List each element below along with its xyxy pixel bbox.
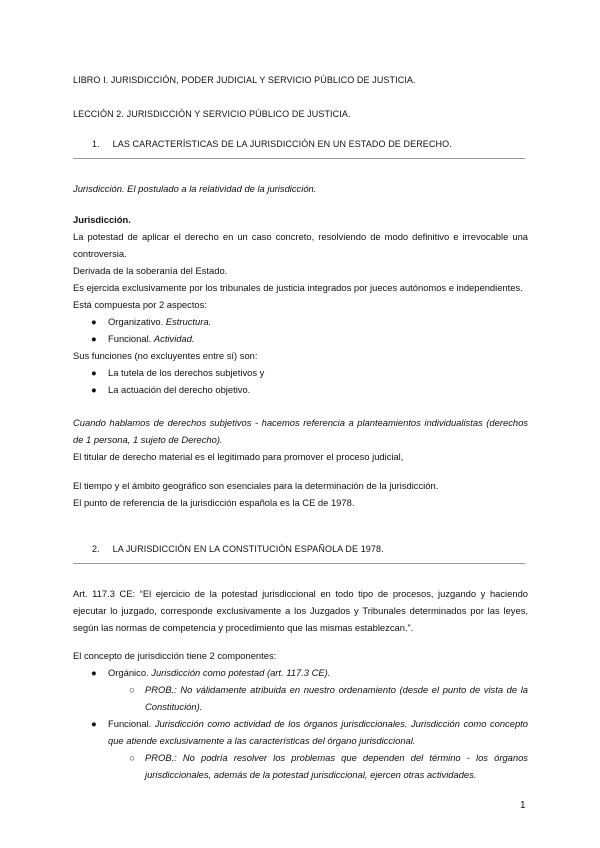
list-item: ● Funcional. Actividad.: [73, 330, 528, 347]
article-117-quote: Art. 117.3 CE: “El ejercicio de la potestad jurisdiccional en todo tipo de procesos, juzgando y haciendo ejecutar lo juzgado, corresponde exclusivamente a los Juzgados y Tribunales determinados por las leyes, según las normas de competencia y procedimiento que las mismas establezcan.”.: [73, 588, 528, 633]
functions-list: [73, 364, 528, 398]
section1-body: [73, 211, 528, 398]
funcional-item: ● Funcional. Jurisdicción como actividad de los órganos jurisdiccionales. Jurisdicción como concepto que atiende exclusivamente a las características del órgano jurisdiccional.: [73, 715, 528, 749]
section1-subtitle: Jurisdicción. El postulado a la relatividad de la jurisdicción.: [73, 183, 317, 194]
section1-body-3: [73, 477, 528, 511]
section1-divider: [73, 158, 525, 159]
section2-body: [73, 647, 528, 783]
page-number: 1: [520, 800, 526, 811]
paragraph-tiempo: El tiempo y el ámbito geográfico son esenciales para la determinación de la jurisdicción.: [73, 480, 439, 491]
jurisdiccion-heading: Jurisdicción.: [73, 214, 131, 225]
concept-intro: El concepto de jurisdicción tiene 2 componentes:: [73, 650, 277, 661]
paragraph-referencia: El punto de referencia de la jurisdicción española es la CE de 1978.: [73, 497, 355, 508]
section1-body-2: [73, 414, 528, 465]
section2-title: LA JURISDICCIÓN EN LA CONSTITUCIÓN ESPAÑOLA DE 1978.: [112, 544, 384, 554]
list-item: ● La actuación del derecho objetivo.: [73, 381, 528, 398]
funcional-problem: ○ PROB.: No podría resolver los problemas que dependen del término - los órganos jurisdiccionales, además de la potestad jurisdiccional, ejercen otras actividades.: [73, 749, 528, 783]
functions-intro: Sus funciones (no excluyentes entre sí) son:: [73, 350, 258, 361]
section1-title: LAS CARACTERÍSTICAS DE LA JURISDICCIÓN EN UN ESTADO DE DERECHO.: [112, 139, 452, 149]
circle-bullet-icon: ○: [129, 752, 135, 763]
list-item: ● La tutela de los derechos subjetivos y: [73, 364, 528, 381]
organico-item: ● Orgánico. Jurisdicción como potestad (art. 117.3 CE).: [73, 664, 528, 681]
section1-heading: [92, 136, 528, 153]
section1-number: 1.: [92, 139, 100, 149]
paragraph-soberania: Derivada de la soberanía del Estado.: [73, 265, 228, 276]
aspects-intro: Está compuesta por 2 aspectos:: [73, 299, 207, 310]
paragraph-derechos-subjetivos: Cuando hablamos de derechos subjetivos - hacemos referencia a planteamientos individualistas (derechos de 1 persona, 1 sujeto de Derecho).: [73, 417, 528, 445]
circle-bullet-icon: ○: [129, 684, 135, 695]
list-item: ● Organizativo. Estructura.: [73, 313, 528, 330]
section2-heading: [92, 541, 528, 558]
paragraph-ejercida: Es ejercida exclusivamente por los tribunales de justicia integrados por jueces autónomos e independientes.: [73, 282, 523, 293]
lesson-title: LECCIÓN 2. JURISDICCIÓN Y SERVICIO PÚBLICO DE JUSTICIA.: [73, 109, 351, 119]
book-title: LIBRO I. JURISDICCIÓN, PODER JUDICIAL Y SERVICIO PÚBLICO DE JUSTICIA.: [73, 75, 416, 85]
bullet-icon: ●: [91, 718, 97, 729]
paragraph-titular: El titular de derecho material es el legitimado para promover el proceso judicial,: [73, 451, 404, 462]
paragraph-potestad: La potestad de aplicar el derecho en un caso concreto, resolviendo de modo definitivo e irrevocable una controversia.: [73, 231, 528, 259]
aspects-list: [73, 313, 528, 347]
section2-divider: [73, 563, 525, 564]
bullet-icon: ●: [91, 667, 97, 678]
section2-number: 2.: [92, 544, 100, 554]
bullet-icon: ●: [91, 384, 97, 395]
bullet-icon: ●: [91, 367, 97, 378]
bullet-icon: ●: [91, 333, 97, 344]
organico-problem: ○ PROB.: No válidamente atribuida en nuestro ordenamiento (desde el punto de vista de la Constitución).: [73, 681, 528, 715]
bullet-icon: ●: [91, 316, 97, 327]
